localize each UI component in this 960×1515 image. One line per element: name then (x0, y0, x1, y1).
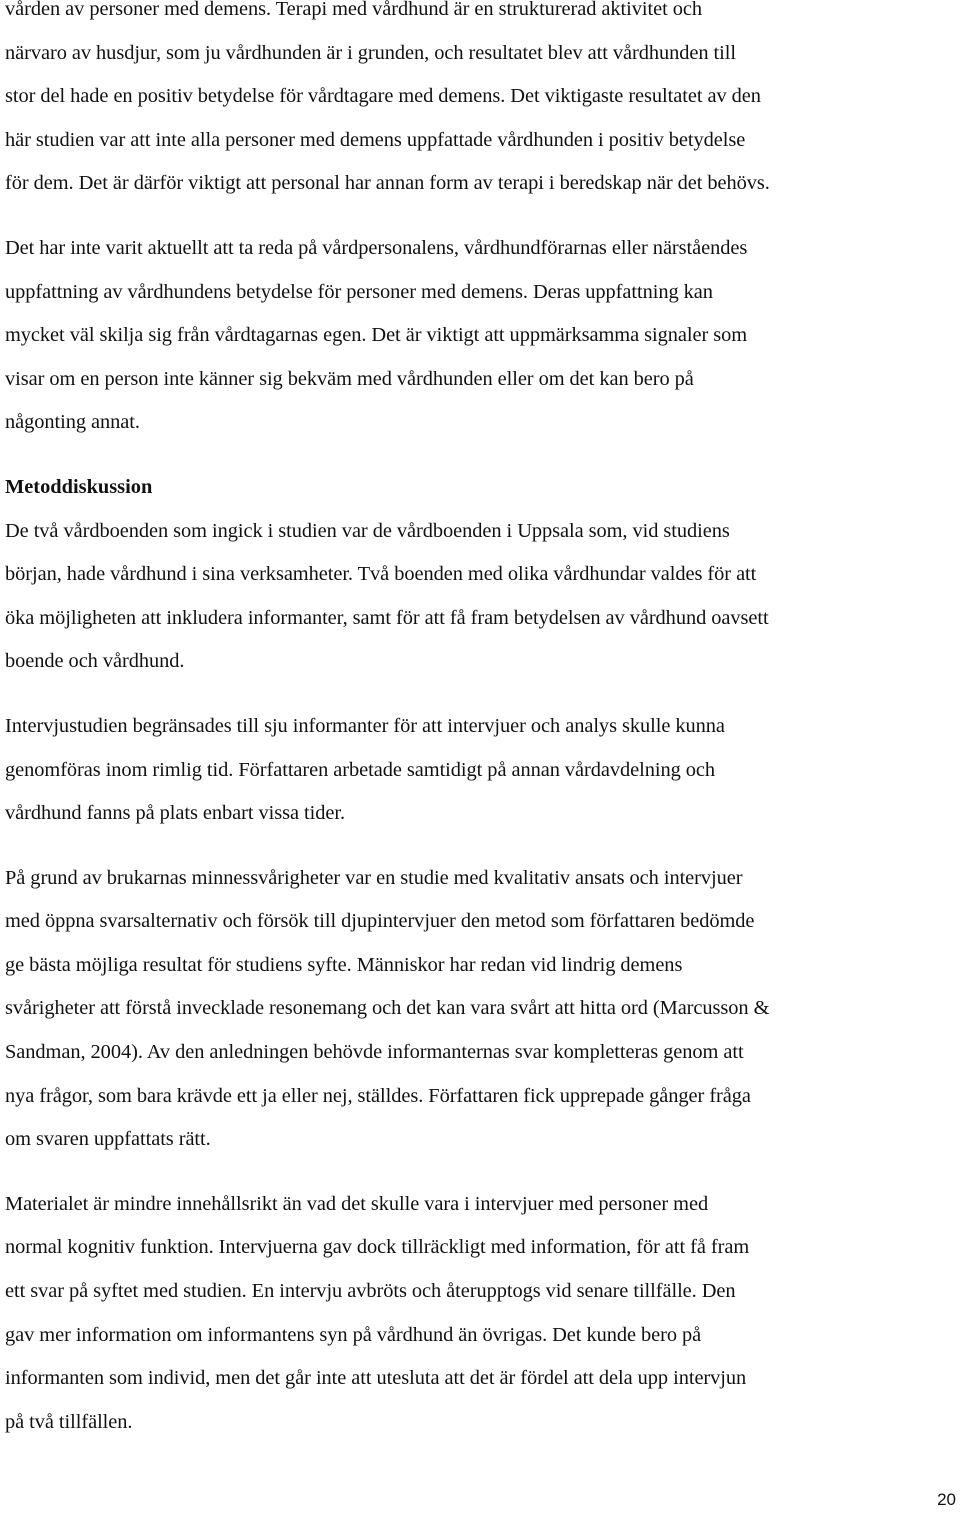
paragraph-method-2: Intervjustudien begränsades till sju informanter för att intervjuer och analys skulle kunna genomföras inom rimlig tid. Författaren arbetade samtidigt på annan vårdavdelning och vårdhund fanns på plats enbart vissa tider. (5, 714, 725, 825)
paragraph-method-3: På grund av brukarnas minnessvårigheter var en studie med kvalitativ ansats och intervjuer med öppna svarsalternativ och försök till djupintervjuer den metod som författaren bedömde ge bästa möjliga resultat för studiens syfte. Människor har redan vid lindrig demens svårigheter att förstå invecklade resonemang och det kan vara svårt att hitta ord (Marcusson & Sandman, 2004). Av den anledningen behövde informanternas svar kompletteras genom att nya frågor, som bara krävde ett ja eller nej, ställdes. Författaren fick upprepade gånger fråga om svaren uppfattats rätt. (5, 866, 770, 1151)
paragraph-discussion-1: vården av personer med demens. Terapi med vårdhund är en strukturerad aktivitet och närvaro av husdjur, som ju vårdhunden är i grunden, och resultatet blev att vårdhunden till stor del hade en positiv betydelse för vårdtagare med demens. Det viktigaste resultatet av den här studien var att inte alla personer med demens uppfattade vårdhunden i positiv betydelse för dem. Det är därför viktigt att personal har annan form av terapi i beredskap när det behövs. (5, 0, 770, 195)
paragraph-discussion-2: Det har inte varit aktuellt att ta reda på vårdpersonalens, vårdhundförarnas eller närståendes uppfattning av vårdhundens betydelse för personer med demens. Deras uppfattning kan mycket väl skilja sig från vårdtagarnas egen. Det är viktigt att uppmärksamma signaler som visar om en person inte känner sig bekväm med vårdhunden eller om det kan bero på någonting annat. (5, 236, 748, 434)
paragraph-method-1: De två vårdboenden som ingick i studien var de vårdboenden i Uppsala som, vid studiens början, hade vårdhund i sina verksamheter. Två boenden med olika vårdhundar valdes för att öka möjligheten att inkludera informanter, samt för att få fram betydelsen av vårdhund oavsett boende och vårdhund. (5, 519, 769, 673)
paragraph-method-4: Materialet är mindre innehållsrikt än vad det skulle vara i intervjuer med personer med normal kognitiv funktion. Intervjuerna gav dock tillräckligt med information, för att få fram ett svar på syftet med studien. En intervju avbröts och återupptogs vid senare tillfälle. Den gav mer information om informantens syn på vårdhund än övrigas. Det kunde bero på informanten som individ, men det går inte att utesluta att det är fördel att dela upp intervjun på två tillfällen. (5, 1192, 750, 1433)
section-heading: Metoddiskussion (5, 475, 153, 498)
page-number: 20 (937, 1490, 956, 1509)
document-page (5, 0, 960, 1444)
